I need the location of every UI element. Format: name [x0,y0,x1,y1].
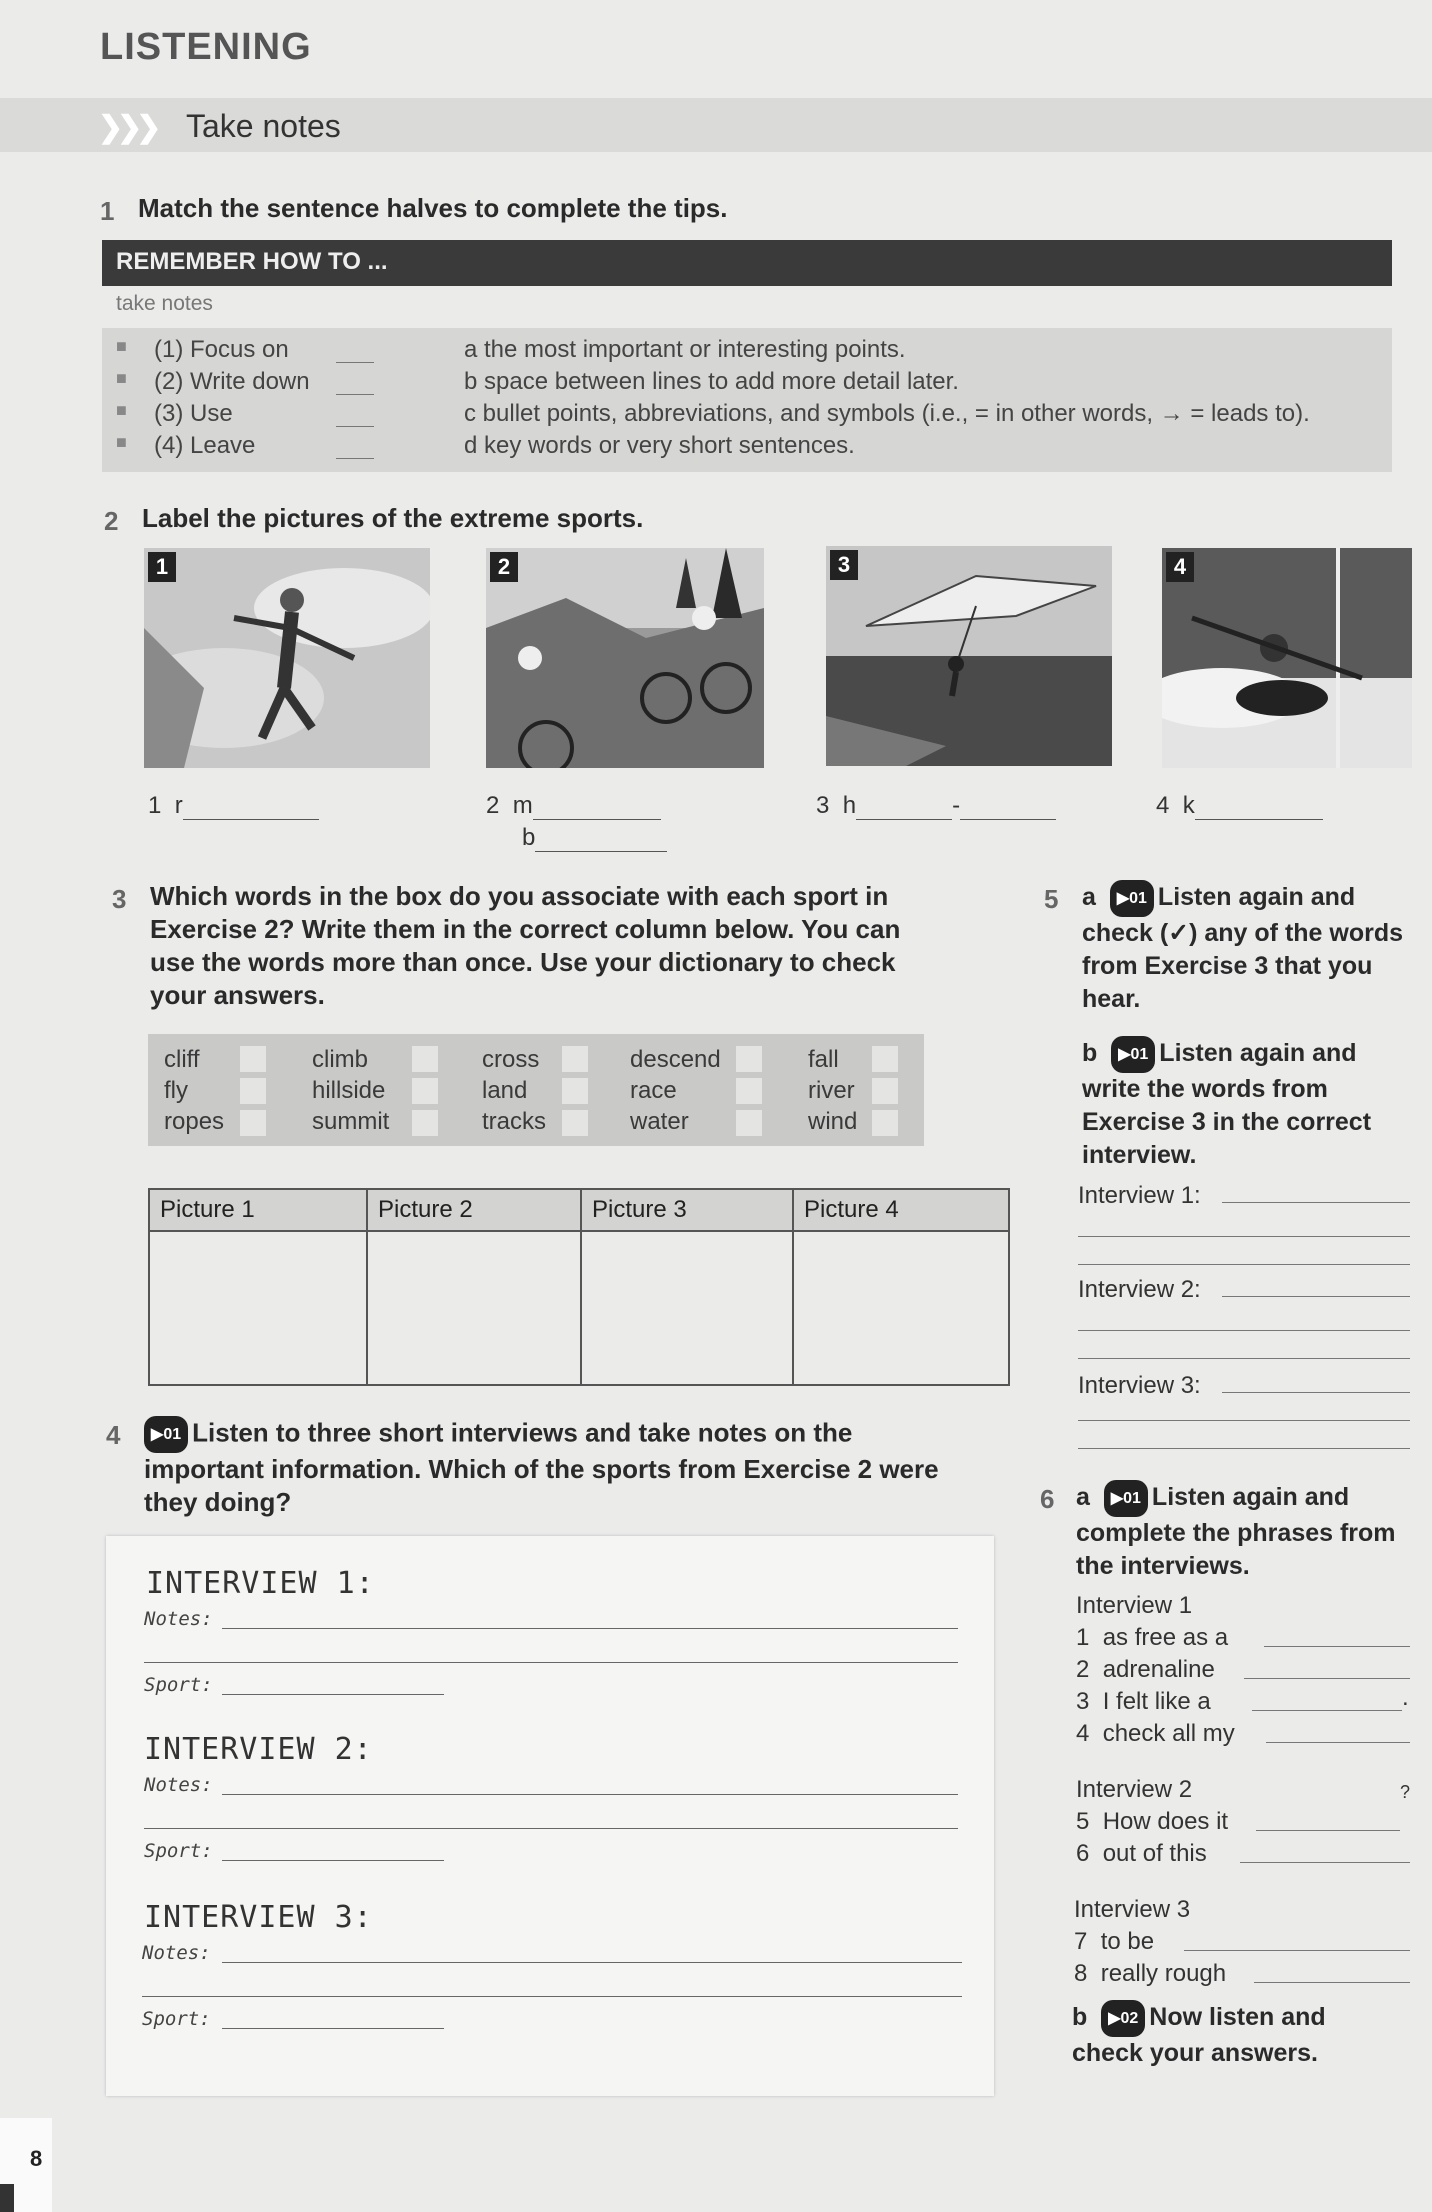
instruction-line: use the words more than once. Use your dictionary to check [150,947,896,977]
answer-blank[interactable] [535,831,667,852]
answer-line[interactable] [1256,1830,1400,1831]
word: ropes [164,1108,225,1135]
interview-2-title: INTERVIEW 2: [144,1732,373,1767]
hang-glider-photo [826,546,1112,766]
sports-words-table [148,1188,1010,1386]
sport-label: Sport: [142,2008,211,2030]
instruction-line: hear. [1082,985,1141,1013]
audio-track-icon[interactable]: ▶01 [1104,1480,1148,1517]
table-header: Picture 4 [793,1189,1009,1231]
picture-label-2 [486,792,661,820]
word-checkbox[interactable] [872,1110,898,1136]
interview-label: Interview 1: [1078,1182,1201,1209]
interview-group-title: Interview 1 [1076,1592,1193,1619]
table-cell[interactable] [149,1231,367,1385]
notes-line[interactable] [144,1828,958,1829]
instruction-line: important information. Which of the sports from Exercise 2 were [144,1454,939,1484]
q1-number: 1 [100,196,115,226]
sport-label: Sport: [144,1674,213,1696]
table-cell[interactable] [367,1231,581,1385]
phrase-item: 6 out of this [1076,1840,1207,1867]
instruction-line: from Exercise 3 that you [1082,952,1373,980]
audio-track-icon[interactable]: ▶01 [1111,1036,1155,1073]
page-number: 8 [30,2146,43,2171]
q6-number: 6 [1040,1484,1055,1514]
answer-blank[interactable] [960,799,1056,820]
answer-line[interactable] [1078,1264,1410,1265]
table-header: Picture 2 [367,1189,581,1231]
word-checkbox[interactable] [412,1046,438,1072]
answer-blank[interactable] [336,362,374,363]
kayaker-photo [1162,548,1412,768]
rock-climber-photo [144,548,430,768]
notes-label: Notes: [142,1942,211,1964]
bullet-icon: ■ [116,336,127,356]
phrase-item: 7 to be [1074,1928,1155,1955]
label-start: m [512,792,533,819]
word-checkbox[interactable] [240,1110,266,1136]
instruction-line: Exercise 3 in the correct [1082,1108,1372,1136]
answer-blank[interactable] [533,799,661,820]
label-start: k [1182,792,1195,819]
interview-group-title: Interview 3 [1074,1896,1191,1923]
word: fall [808,1046,839,1073]
audio-track-icon[interactable]: ▶01 [144,1416,188,1453]
q3-instructions [150,880,900,1012]
word: summit [312,1108,390,1135]
instruction-line: Which words in the box do you associate with each sport in [150,881,889,911]
tip-right: d key words or very short sentences. [464,432,855,459]
notes-label: Notes: [144,1774,213,1796]
instruction-line: your answers. [150,980,325,1010]
word: water [630,1108,689,1135]
interview-group-title: Interview 2 [1076,1776,1193,1803]
tip-row [116,336,1386,368]
word-checkbox[interactable] [736,1110,762,1136]
bullet-icon: ■ [116,432,127,452]
table-cell[interactable] [793,1231,1009,1385]
sub-letter: b [1072,2003,1088,2032]
word: cliff [164,1046,200,1073]
phrase-item: 1 as free as a [1076,1624,1229,1651]
answer-line[interactable] [1078,1330,1410,1331]
notes-line[interactable] [222,1628,958,1629]
answer-line[interactable] [1184,1950,1410,1951]
q1-instructions: Match the sentence halves to complete the tips. [138,193,728,223]
answer-line[interactable] [1264,1646,1410,1647]
tip-right: c bullet points, abbreviations, and symbols (i.e., = in other words, → = leads to). [464,400,1310,427]
remember-box-subtitle: take notes [116,292,213,315]
word-checkbox[interactable] [562,1110,588,1136]
instruction-line: Exercise 2? Write them in the correct column below. You can [150,914,901,944]
sport-line[interactable] [222,1860,444,1861]
instruction-line: check your answers. [1072,2039,1318,2067]
instruction-line: ▶01 Listen to three short interviews and take notes on the [144,1416,939,1453]
section-title: Take notes [186,108,341,144]
q4-instructions [144,1416,939,1519]
q5a-instructions: a ▶01 Listen again and check (✓) any of the words from Exercise 3 that you hear. [1082,880,1403,1016]
word-checkbox[interactable] [562,1046,588,1072]
word: tracks [482,1108,547,1135]
phrase-item: 3 I felt like a [1076,1688,1211,1715]
sport-label: Sport: [144,1840,213,1862]
label-start: r [174,792,183,819]
answer-line[interactable] [1078,1420,1410,1421]
table-header: Picture 3 [581,1189,793,1231]
picture-label-2b [522,824,667,852]
instruction-line: write the words from [1082,1075,1328,1103]
label-separator: - [952,792,961,819]
instruction-line: complete the phrases from [1076,1519,1396,1547]
instruction-line: check (✓) any of the words [1082,919,1404,947]
word-checkbox[interactable] [872,1078,898,1104]
answer-line[interactable] [1078,1236,1410,1237]
picture-number: 2 [490,552,518,582]
q3-number: 3 [112,884,127,914]
phrase-item: 4 check all my [1076,1720,1235,1747]
word-checkbox[interactable] [240,1046,266,1072]
word-checkbox[interactable] [562,1078,588,1104]
interview-1-title: INTERVIEW 1: [146,1566,375,1601]
label-number: 4 [1156,792,1170,819]
answer-line[interactable] [1222,1296,1410,1297]
word: river [808,1077,855,1104]
notes-line[interactable] [142,1996,962,1997]
bullet-icon: ■ [116,368,127,388]
picture-label-3 [816,792,1056,820]
q5b-instructions: b ▶01 Listen again and write the words from Exercise 3 in the correct interview. [1082,1036,1371,1172]
bullet-icon: ■ [116,400,127,420]
tip-right: a the most important or interesting points. [464,336,906,363]
answer-line[interactable] [1254,1982,1410,1983]
word-checkbox[interactable] [412,1110,438,1136]
word: race [630,1077,677,1104]
tip-row [116,432,1386,464]
q6a-instructions: a ▶01 Listen again and complete the phrases from the interviews. [1076,1480,1396,1583]
interview-label: Interview 3: [1078,1372,1201,1399]
notes-line[interactable] [222,1794,958,1795]
label-start: b [522,824,536,851]
answer-line[interactable] [1222,1392,1410,1393]
tip-left: (3) Use [154,400,233,427]
label-number: 3 [816,792,830,819]
notes-card [106,1536,994,2096]
phrase-item: 2 adrenaline [1076,1656,1215,1683]
q4-number: 4 [106,1420,121,1450]
picture-number: 1 [148,552,176,582]
sport-line[interactable] [222,2028,444,2029]
word-checkbox[interactable] [240,1078,266,1104]
answer-line[interactable] [1078,1358,1410,1359]
q5-number: 5 [1044,884,1059,914]
answer-line[interactable] [1222,1202,1410,1203]
tip-left: (4) Leave [154,432,256,459]
word-checkbox[interactable] [736,1046,762,1072]
page-heading: LISTENING [100,26,312,68]
picture-number: 3 [830,550,858,580]
label-number: 2 [486,792,500,819]
word-checkbox[interactable] [412,1078,438,1104]
tip-left: (2) Write down [154,368,310,395]
interview-label: Interview 2: [1078,1276,1201,1303]
word-checkbox[interactable] [736,1078,762,1104]
instruction-line: the interviews. [1076,1552,1250,1580]
answer-blank[interactable] [336,394,374,395]
word: wind [808,1108,858,1135]
answer-line[interactable] [1252,1710,1402,1711]
phrase-suffix: . [1402,1684,1409,1711]
tip-row [116,400,1386,432]
sub-letter: a [1082,883,1096,912]
answer-blank[interactable] [336,426,374,427]
notes-line[interactable] [144,1662,958,1663]
word: cross [482,1046,540,1073]
table-header: Picture 1 [149,1189,367,1231]
sport-line[interactable] [222,1694,444,1695]
phrase-item: 5 How does it [1076,1808,1229,1835]
word: climb [312,1046,369,1073]
q2-number: 2 [104,506,119,536]
q6b-instructions: b ▶02 Now listen and check your answers. [1072,2000,1326,2070]
picture-label-1 [148,792,319,820]
notes-line[interactable] [222,1962,962,1963]
mountain-bikers-photo [486,548,764,768]
instruction-line: they doing? [144,1487,292,1517]
answer-line[interactable] [1240,1862,1410,1863]
answer-line[interactable] [1078,1448,1410,1449]
answer-blank[interactable] [336,458,374,459]
instruction-line: interview. [1082,1141,1197,1169]
label-start: h [842,792,857,819]
tip-left: (1) Focus on [154,336,289,363]
picture-number: 4 [1166,552,1194,582]
phrase-suffix: ? [1400,1782,1411,1802]
tip-right: b space between lines to add more detail later. [464,368,959,395]
tip-row [116,368,1386,400]
page-edge-mark [0,2184,14,2212]
table-cell[interactable] [581,1231,793,1385]
sub-letter: a [1076,1483,1090,1512]
notes-label: Notes: [144,1608,213,1630]
chevron-icon: ❯❯❯ [98,111,156,144]
answer-line[interactable] [1244,1678,1410,1679]
label-number: 1 [148,792,162,819]
word: land [482,1077,528,1104]
word-checkbox[interactable] [872,1046,898,1072]
answer-blank[interactable] [183,799,319,820]
word: descend [630,1046,721,1073]
picture-label-4 [1156,792,1323,820]
word: fly [164,1077,188,1104]
remember-box-title: REMEMBER HOW TO ... [116,248,388,275]
audio-track-icon[interactable]: ▶01 [1110,880,1154,917]
answer-blank[interactable] [856,799,952,820]
sub-letter: b [1082,1039,1098,1068]
word: hillside [312,1077,386,1104]
interview-3-title: INTERVIEW 3: [144,1900,373,1935]
audio-track-icon[interactable]: ▶02 [1101,2000,1145,2037]
q2-instructions: Label the pictures of the extreme sports. [142,503,644,533]
answer-blank[interactable] [1195,799,1323,820]
phrase-item: 8 really rough [1074,1960,1227,1987]
answer-line[interactable] [1266,1742,1410,1743]
